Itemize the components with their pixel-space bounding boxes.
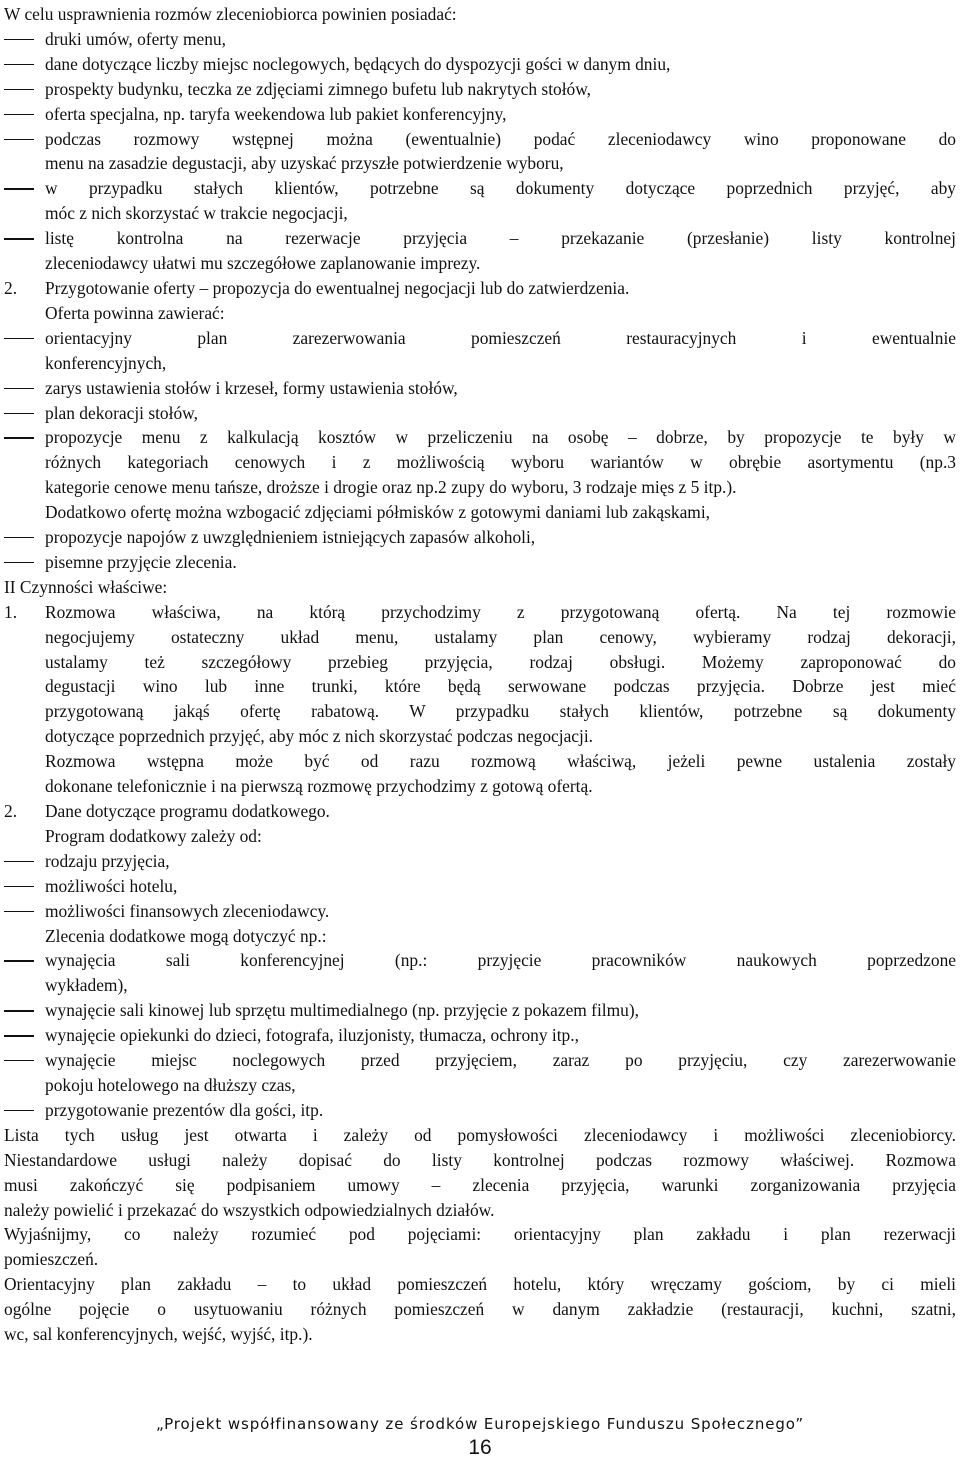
line-text: przygotowaną jakąś ofertę rabatową. W przypadku stałych klientów, potrzebne są dokumenty	[45, 701, 956, 722]
line-text: prospekty budynku, teczka ze zdjęciami zimnego bufetu lub nakrytych stołów,	[45, 78, 592, 99]
bullet-line	[4, 326, 956, 351]
bullet-line	[4, 899, 956, 924]
line-text: negocjujemy ostateczny układ menu, ustalamy plan cenowy, wybieramy rodzaj dekoracji,	[45, 626, 956, 647]
dash-bullet-icon	[4, 89, 34, 90]
text-line	[4, 1173, 956, 1198]
line-text: propozycje menu z kalkulacją kosztów w przeliczeniu na osobę – dobrze, by propozycje te były w	[45, 427, 956, 448]
bullet-line	[4, 550, 956, 575]
bullet-line	[4, 998, 956, 1023]
line-text: wynajęcie miejsc noclegowych przed przyjęciem, zaraz po przyjęciu, czy zarezerwowanie	[45, 1050, 956, 1071]
line-text: zleceniodawcy ułatwi mu szczegółowe zaplanowanie imprezy.	[45, 253, 481, 274]
dash-bullet-icon	[4, 413, 34, 414]
line-text: przygotowanie prezentów dla gości, itp.	[45, 1099, 324, 1120]
line-text: oferta specjalna, np. taryfa weekendowa lub pakiet konferencyjny,	[45, 103, 507, 124]
dash-bullet-icon	[4, 1060, 34, 1061]
text-line	[4, 749, 956, 774]
line-text: W celu usprawnienia rozmów zleceniobiorca powinien posiadać:	[4, 4, 457, 24]
line-text: kategorie cenowe menu tańsze, droższe i drogie oraz np.2 zupy do wyboru, 3 rodzaje mięs z 5 itp.).	[45, 477, 737, 498]
list-number: 2.	[4, 277, 18, 298]
text-line	[4, 1198, 956, 1223]
bullet-line	[4, 176, 956, 201]
line-text: wc, sal konferencyjnych, wejść, wyjść, itp.).	[4, 1324, 313, 1345]
line-text: menu na zasadzie degustacji, aby uzyskać przyszłe potwierdzenie wyboru,	[45, 153, 564, 174]
dash-bullet-icon	[4, 960, 34, 961]
bullet-line	[4, 525, 956, 550]
line-text: w przypadku stałych klientów, potrzebne są dokumenty dotyczące poprzednich przyjęć, aby	[45, 178, 956, 199]
text-line	[4, 1222, 956, 1247]
line-text: pomieszczeń.	[4, 1249, 99, 1270]
text-line	[4, 1247, 956, 1272]
line-text: różnych kategoriach cenowych i z możliwością wyboru wariantów w obrębie asortymentu (np.3	[45, 452, 956, 473]
bullet-line	[4, 102, 956, 127]
line-text: dotyczące poprzednich przyjęć, aby móc z nich skorzystać podczas negocjacji.	[45, 726, 594, 747]
list-number: 2.	[4, 801, 18, 821]
bullet-line	[4, 1048, 956, 1073]
numbered-line	[4, 799, 956, 824]
bullet-line	[4, 127, 956, 152]
line-text: Dodatkowo ofertę można wzbogacić zdjęciami półmisków z gotowymi daniami lub zakąskami,	[45, 502, 710, 523]
footer-note: „Projekt współfinansowany ze środków Europejskiego Funduszu Społecznego”	[155, 1415, 805, 1433]
text-line	[4, 251, 956, 276]
text-line	[4, 2, 956, 27]
line-text: rodzaju przyjęcia,	[45, 850, 170, 871]
text-line	[4, 500, 956, 525]
numbered-line	[4, 600, 956, 625]
bullet-line	[4, 52, 956, 77]
line-text: Rozmowa właściwa, na którą przychodzimy z przygotowaną ofertą. Na tej rozmowie	[45, 601, 956, 622]
line-text: dokonane telefonicznie i na pierwszą rozmowę przychodzimy z gotową ofertą.	[45, 776, 593, 797]
line-text: konferencyjnych,	[45, 352, 167, 373]
text-line	[4, 351, 956, 376]
line-text: druki umów, oferty menu,	[45, 28, 226, 49]
dash-bullet-icon	[4, 1010, 34, 1011]
line-text: ogólne pojęcie o usytuowaniu różnych pomieszczeń w danym zakładzie (restauracji, kuchni, szatni,	[4, 1299, 956, 1320]
text-line	[4, 774, 956, 799]
line-text: Oferta powinna zawierać:	[45, 302, 225, 323]
line-text: listę kontrolna na rezerwacje przyjęcia – przekazanie (przesłanie) listy kontrolnej	[45, 228, 956, 249]
page-number: 16	[468, 1436, 492, 1459]
bullet-line	[4, 376, 956, 401]
line-text: należy powielić i przekazać do wszystkich odpowiedzialnych działów.	[4, 1199, 495, 1220]
line-text: zarys ustawienia stołów i krzeseł, formy ustawienia stołów,	[45, 377, 458, 398]
dash-bullet-icon	[4, 39, 34, 40]
line-text: Zlecenia dodatkowe mogą dotyczyć np.:	[45, 925, 327, 946]
line-text: ustalamy też szczegółowy przebieg przyjęcia, rodzaj obsługi. Możemy zaproponować do	[45, 651, 956, 672]
dash-bullet-icon	[4, 338, 34, 339]
text-line	[4, 1297, 956, 1322]
text-line	[4, 1322, 956, 1347]
bullet-line	[4, 849, 956, 874]
dash-bullet-icon	[4, 139, 34, 140]
text-line	[4, 1272, 956, 1297]
bullet-line	[4, 1098, 956, 1123]
dash-bullet-icon	[4, 388, 34, 389]
text-line	[4, 575, 956, 600]
bullet-line	[4, 77, 956, 102]
dash-bullet-icon	[4, 114, 34, 115]
line-text: musi zakończyć się podpisaniem umowy – zlecenia przyjęcia, warunki zorganizowania przyjęcia	[4, 1174, 956, 1195]
text-line	[4, 1073, 956, 1098]
text-line	[4, 1148, 956, 1173]
text-line	[4, 973, 956, 998]
line-text: Niestandardowe usługi należy dopisać do listy kontrolnej podczas rozmowy właściwej. Rozmowa	[4, 1149, 956, 1170]
dash-bullet-icon	[4, 1110, 34, 1111]
text-line	[4, 924, 956, 949]
line-text: Przygotowanie oferty – propozycja do ewentualnej negocjacji lub do zatwierdzenia.	[45, 277, 630, 298]
line-text: Wyjaśnijmy, co należy rozumieć pod pojęciami: orientacyjny plan zakładu i plan rezerwacji	[4, 1224, 956, 1245]
document-body	[4, 2, 956, 1347]
list-number: 1.	[4, 601, 18, 622]
text-line	[4, 650, 956, 675]
dash-bullet-icon	[4, 886, 34, 887]
bullet-line	[4, 1023, 956, 1048]
line-text: degustacji wino lub inne trunki, które będą serwowane podczas przyjęcia. Dobrze jest mieć	[45, 676, 956, 697]
line-text: Lista tych usług jest otwarta i zależy od pomysłowości zleceniodawcy i możliwości zleceniobiorcy.	[4, 1124, 956, 1145]
line-text: wykładem),	[45, 975, 128, 996]
line-text: II Czynności właściwe:	[4, 576, 168, 597]
dash-bullet-icon	[4, 537, 34, 538]
text-line	[4, 699, 956, 724]
line-text: orientacyjny plan zarezerwowania pomieszczeń restauracyjnych i ewentualnie	[45, 327, 956, 348]
bullet-line	[4, 425, 956, 450]
bullet-line	[4, 226, 956, 251]
numbered-line	[4, 276, 956, 301]
line-text: Dane dotyczące programu dodatkowego.	[45, 801, 330, 821]
text-line	[4, 674, 956, 699]
text-line	[4, 724, 956, 749]
dash-bullet-icon	[4, 64, 34, 65]
text-line	[4, 625, 956, 650]
bullet-line	[4, 27, 956, 52]
line-text: możliwości finansowych zleceniodawcy.	[45, 900, 330, 921]
bullet-line	[4, 948, 956, 973]
text-line	[4, 450, 956, 475]
text-line	[4, 1123, 956, 1148]
line-text: Program dodatkowy zależy od:	[45, 825, 262, 846]
line-text: móc z nich skorzystać w trakcie negocjacji,	[45, 203, 348, 224]
line-text: pokoju hotelowego na dłuższy czas,	[45, 1074, 296, 1095]
dash-bullet-icon	[4, 188, 34, 189]
line-text: możliwości hotelu,	[45, 875, 178, 896]
line-text: pisemne przyjęcie zlecenia.	[45, 551, 237, 572]
text-line	[4, 201, 956, 226]
dash-bullet-icon	[4, 861, 34, 862]
text-line	[4, 824, 956, 849]
line-text: wynajęcie opiekunki do dzieci, fotografa, iluzjonisty, tłumacza, ochrony itp.,	[45, 1025, 579, 1046]
dash-bullet-icon	[4, 238, 34, 239]
line-text: propozycje napojów z uwzględnieniem istniejących zapasów alkoholi,	[45, 527, 536, 548]
dash-bullet-icon	[4, 437, 34, 438]
line-text: Orientacyjny plan zakładu – to układ pomieszczeń hotelu, który wręczamy gościom, by ci mieli	[4, 1274, 956, 1295]
line-text: wynajęcie sali kinowej lub sprzętu multimedialnego (np. przyjęcie z pokazem filmu),	[45, 1000, 639, 1021]
line-text: podczas rozmowy wstępnej można (ewentualnie) podać zleceniodawcy wino proponowane do	[45, 128, 956, 149]
bullet-line	[4, 401, 956, 426]
dash-bullet-icon	[4, 1035, 34, 1036]
text-line	[4, 301, 956, 326]
dash-bullet-icon	[4, 562, 34, 563]
text-line	[4, 475, 956, 500]
line-text: dane dotyczące liczby miejsc noclegowych, będących do dyspozycji gości w danym dniu,	[45, 53, 671, 74]
bullet-line	[4, 874, 956, 899]
dash-bullet-icon	[4, 911, 34, 912]
text-line	[4, 151, 956, 176]
line-text: plan dekoracji stołów,	[45, 402, 198, 423]
line-text: Rozmowa wstępna może być od razu rozmową właściwą, jeżeli pewne ustalenia zostały	[45, 751, 956, 772]
line-text: wynajęcia sali konferencyjnej (np.: przyjęcie pracowników naukowych poprzedzone	[45, 950, 956, 971]
